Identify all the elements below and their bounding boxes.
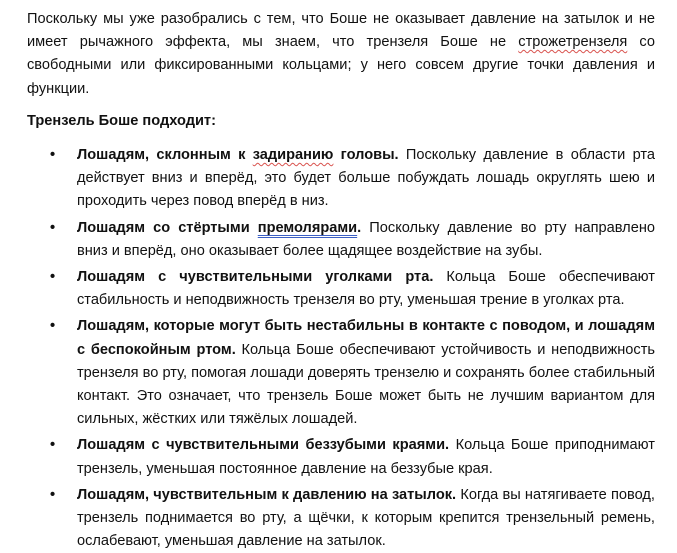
bullet-bold-lead: Лошадям с чувствительными беззубыми краями.: [77, 437, 450, 454]
list-item: [27, 484, 655, 553]
bullet-bold-before: Лошадям, склонным к: [77, 147, 253, 164]
bullet-text: Поскольку давление во рту направлено вниз и вперёд, оно оказывает более щадящее воздействие на зубы.: [77, 219, 655, 259]
bullet-text: Поскольку давление в области рта действует вниз и вперёд, это будет больше побуждать лошадь округлять шею и проходить через повод вперёд в низ.: [77, 147, 655, 210]
bullet-bold-after: головы.: [333, 147, 399, 164]
bullet-list: [27, 144, 655, 553]
bullet-icon: •: [50, 147, 56, 164]
bullet-icon: •: [50, 486, 56, 503]
bullet-bold-lead: Лошадям, которые могут быть нестабильны в контакте с поводом, и лошадям с беспокойным ртом.: [77, 318, 655, 358]
bullet-bold-marked: премолярами: [257, 219, 358, 236]
bullet-icon: •: [50, 318, 56, 335]
bullet-text: Когда вы натягиваете повод, трензель поднимается во рту, а щёчки, к которым крепится трензельный ремень, ослабевают, уменьшая давление на затылок.: [77, 486, 655, 550]
bullet-bold-lead: [77, 147, 399, 163]
bullet-bold-lead: Лошадям с чувствительными уголками рта.: [77, 269, 434, 286]
list-item: [27, 217, 655, 263]
bullet-bold-marked: задиранию: [252, 147, 334, 164]
intro-paragraph: [27, 8, 655, 101]
bullet-bold-lead: Лошадям, чувствительным к давлению на затылок.: [77, 486, 457, 503]
bullet-bold-before: Лошадям со стёртыми: [77, 219, 258, 236]
list-item: [27, 434, 655, 480]
misspelled-word: строжетрензеля: [518, 34, 628, 51]
bullet-bold-lead: [77, 220, 361, 236]
intro-text-after: со свободными или фиксированными кольцами; у него совсем другие точки давления и функции.: [27, 34, 655, 97]
bullet-icon: •: [50, 219, 56, 236]
bullet-icon: •: [50, 437, 56, 454]
section-heading: Трензель Боше подходит:: [27, 112, 216, 129]
bullet-text: Кольца Боше приподнимают трензель, уменьшая постоянное давление на беззубые края.: [77, 437, 655, 477]
list-item: [27, 266, 655, 312]
bullet-text: Кольца Боше обеспечивают стабильность и неподвижность трензеля во рту, уменьшая трение в уголках рта.: [77, 269, 655, 309]
bullet-bold-after: .: [357, 219, 362, 236]
intro-text-before: Поскольку мы уже разобрались с тем, что Боше не оказывает давление на затылок и не имеет рычажного эффекта, мы знаем, что трензеля Боше не: [27, 11, 655, 51]
bullet-text: Кольца Боше обеспечивают устойчивость и неподвижность трензеля во рту, помогая лошади доверять трензелю и сохранять более стабильный контакт. Это означает, что трензель Боше может быть не лучшим вариантом для сильных, жёстких или тяжёлых лошадей.: [77, 341, 655, 428]
bullet-icon: •: [50, 269, 56, 286]
list-item: [27, 315, 655, 431]
list-item: [27, 144, 655, 214]
